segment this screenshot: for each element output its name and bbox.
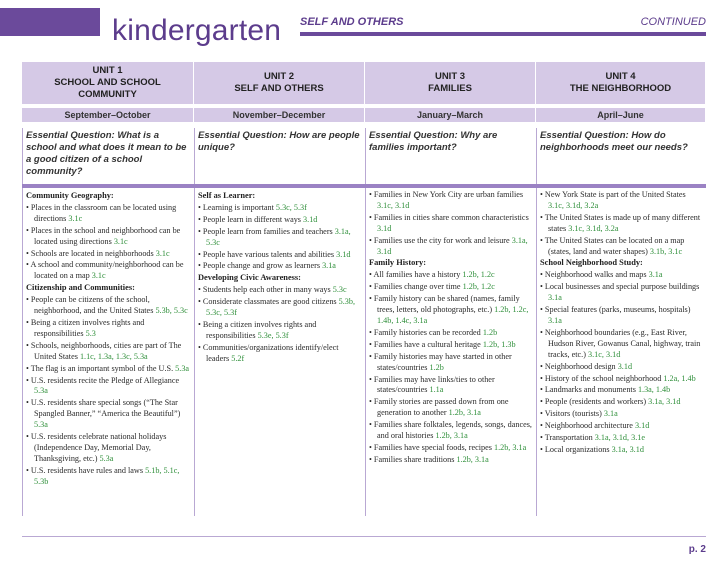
standard-code: 3.1a: [548, 315, 562, 325]
content-column-4: [536, 188, 706, 516]
subheading: Self as Learner:: [198, 191, 256, 200]
list-item: [369, 455, 532, 466]
section-label: SELF AND OTHERS: [300, 16, 404, 28]
content-column-1: [22, 188, 194, 516]
list-item: [369, 294, 532, 327]
standard-code: 3.1c: [113, 236, 128, 246]
unit-header-1: [22, 62, 194, 104]
item-text: The United States is made up of many different states: [544, 212, 701, 233]
standard-code: 1.2b, 1.2c: [462, 270, 495, 280]
standard-code: 5.3: [85, 328, 96, 338]
item-text: Family histories may have started in other states/countries: [373, 351, 512, 372]
standard-code: 3.1a: [603, 409, 618, 419]
list-item: [26, 376, 190, 398]
list-item: [26, 341, 190, 363]
item-text: Families have a cultural heritage: [373, 339, 481, 349]
list-item: [198, 343, 361, 365]
standard-code: 3.1a, 5.3c: [206, 226, 351, 247]
item-text: Students help each other in many ways: [202, 285, 331, 295]
list-item: [369, 375, 532, 397]
content-column-2: [194, 188, 365, 516]
list-item: [369, 282, 532, 293]
list-item: [369, 270, 532, 281]
standard-code: 1.2a, 1.4b: [663, 373, 696, 383]
standard-code: 5.3a: [34, 386, 48, 396]
subheading: Citizenship and Communities:: [26, 283, 135, 293]
subheading: Family History:: [369, 258, 426, 268]
item-text: Neighborhood design: [544, 361, 616, 371]
list-item: [198, 203, 361, 214]
standard-code: 3.1c, 3.1d: [588, 349, 621, 359]
continued-label: CONTINUED: [640, 16, 706, 28]
standard-code: 5.3a: [99, 453, 114, 463]
standard-code: 3.1c: [155, 248, 170, 258]
standard-code: 3.1a: [648, 270, 663, 280]
standard-code: 3.1d: [336, 249, 351, 259]
standard-code: 1.2b, 3.1a: [448, 408, 481, 418]
essential-question-4: Essential Question: How do neighborhoods meet our needs?: [536, 128, 706, 184]
list-item: [540, 409, 702, 420]
list-item: [26, 260, 190, 282]
unit-name-line2: COMMUNITY: [78, 89, 137, 100]
standard-code: 5.3b, 5.3c: [155, 306, 188, 316]
standard-code: 3.1a, 3.1d, 3.1e: [594, 433, 645, 443]
list-item: [369, 340, 532, 351]
item-text: Families have special foods, recipes: [373, 442, 492, 452]
page-title: kindergarten: [112, 14, 282, 47]
item-text: A school and community/neighborhood can be located on a map: [30, 260, 184, 281]
header-bar: [0, 8, 100, 36]
item-text: History of the school neighborhood: [544, 373, 662, 383]
list-item: [198, 250, 361, 261]
standard-code: 3.1b, 3.1c: [649, 246, 683, 256]
list-item: [198, 215, 361, 226]
item-text: Local businesses and special purpose buildings: [544, 282, 700, 292]
item-text: Being a citizen involves rights and responsibilities: [202, 319, 317, 340]
standard-code: 5.3c, 5.3f: [275, 202, 307, 212]
list-item: [26, 318, 190, 340]
months-unit-2: November–December: [194, 108, 365, 122]
list-item: [540, 305, 702, 327]
standard-code: 5.3e, 5.3f: [257, 330, 289, 340]
standard-code: 1.2b, 3.1a: [456, 454, 489, 464]
list-item: [540, 421, 702, 432]
list-item: [369, 213, 532, 235]
content-column-3: [365, 188, 536, 516]
list-item: [540, 385, 702, 396]
standard-code: 3.1c, 3.1d, 3.2a: [568, 223, 619, 233]
standard-code: 3.1a: [322, 261, 336, 271]
list-item: [540, 213, 702, 235]
list-item: [26, 398, 190, 431]
list-item: [198, 320, 361, 342]
item-text: Families use the city for work and leisure: [373, 235, 510, 245]
item-text: People can be citizens of the school, neighborhood, and the United States: [30, 295, 154, 316]
list-item: [198, 297, 361, 319]
standard-code: 5.3a: [34, 420, 48, 430]
item-text: Neighborhood boundaries (e.g., East River, Hudson River, Gowanus Canal, highway, train tracks, etc.): [544, 327, 701, 359]
item-text: Places in the school and neighborhood can be located using directions: [30, 225, 181, 246]
standard-code: 1.2b, 1.2c, 1.4b, 1.4c, 3.1a: [377, 305, 529, 325]
list-item: [198, 285, 361, 296]
item-text: U.S. residents have rules and laws: [30, 465, 144, 475]
standard-code: 1.2b, 1.2c: [462, 282, 495, 292]
item-text: Families change over time: [373, 282, 461, 292]
list-item: [26, 249, 190, 260]
item-text: Learning is important: [202, 202, 274, 212]
essential-question-1: Essential Question: What is a school and what does it mean to be a good citizen of a school community?: [22, 128, 194, 184]
item-text: People learn from families and teachers: [202, 226, 333, 236]
item-text: Communities/organizations identify/elect leaders: [202, 342, 339, 363]
item-text: Being a citizen involves rights and responsibilities: [30, 317, 145, 338]
standard-code: 5.2f: [231, 353, 245, 363]
item-text: Family histories can be recorded: [373, 327, 481, 337]
list-item: [26, 466, 190, 488]
unit-number: UNIT 4: [605, 71, 636, 82]
list-item: [369, 443, 532, 454]
list-item: [198, 227, 361, 249]
standard-code: 5.1b, 5.1c, 5.3b: [34, 465, 180, 486]
item-text: Schools are located in neighborhoods: [30, 248, 154, 258]
item-text: Family stories are passed down from one generation to another: [373, 397, 509, 418]
list-item: [540, 397, 702, 408]
item-text: U.S. residents celebrate national holidays (Independence Day, Memorial Day, Thanksgiving, etc.): [30, 432, 167, 463]
unit-number: UNIT 1: [92, 65, 123, 76]
item-text: Visitors (tourists): [544, 409, 602, 419]
standard-code: 1.2b, 3.1a: [493, 442, 527, 452]
subheading: Developing Civic Awareness:: [198, 273, 301, 283]
item-text: All families have a history: [373, 270, 461, 280]
standard-code: 1.1a: [429, 385, 444, 395]
list-item: [198, 261, 361, 272]
unit-name: SELF AND OTHERS: [234, 83, 324, 94]
list-item: [26, 432, 190, 465]
list-item: [540, 374, 702, 385]
unit-header-3: [365, 62, 536, 104]
list-item: [26, 295, 190, 317]
page-number: p. 2: [688, 544, 706, 555]
item-text: Neighborhood architecture: [544, 421, 633, 431]
list-item: [540, 445, 702, 456]
list-item: [540, 328, 702, 361]
months-unit-3: January–March: [365, 108, 536, 122]
item-text: U.S. residents share special songs (“The Star Spangled Banner,” “America the Beautiful”): [30, 398, 181, 419]
item-text: People have various talents and abilities: [202, 249, 335, 259]
item-text: Neighborhood walks and maps: [544, 270, 647, 280]
standard-code: 1.3a, 1.4b: [637, 385, 671, 395]
item-text: Considerate classmates are good citizens: [202, 297, 337, 307]
list-item: [26, 364, 190, 375]
list-item: [369, 352, 532, 374]
standard-code: 3.1d: [377, 223, 392, 233]
unit-number: UNIT 2: [263, 71, 295, 82]
item-text: The flag is an important symbol of the U.S.: [30, 363, 174, 373]
list-item: [26, 203, 190, 225]
list-item: [540, 362, 702, 373]
standard-code: 1.2b: [429, 362, 444, 372]
essential-question-2: Essential Question: How are people unique?: [194, 128, 365, 184]
unit-name: THE NEIGHBORHOOD: [569, 83, 672, 94]
standard-code: 5.3a: [175, 363, 190, 373]
item-text: Families share folktales, legends, songs, dances, and oral histories: [373, 420, 532, 441]
item-text: Families in cities share common characteristics: [373, 212, 529, 222]
item-text: U.S. residents recite the Pledge of Allegiance: [30, 375, 180, 385]
subheading: Community Geography:: [26, 191, 114, 200]
standard-code: 3.1a, 3.1d: [611, 444, 644, 454]
item-text: People change and grow as learners: [202, 261, 321, 271]
list-item: [369, 420, 532, 442]
item-text: Landmarks and monuments: [544, 385, 636, 395]
item-text: Families share traditions: [373, 454, 455, 464]
standard-code: 3.1d: [303, 214, 318, 224]
item-text: Families may have links/ties to other states/countries: [373, 374, 495, 395]
standard-code: 3.1c: [68, 213, 83, 223]
standard-code: 3.1c, 3.1d: [377, 200, 410, 210]
item-text: People learn in different ways: [202, 214, 301, 224]
list-item: [369, 328, 532, 339]
unit-name: FAMILIES: [428, 83, 472, 94]
item-text: Local organizations: [544, 444, 610, 454]
standard-code: 3.1a, 3.1d: [377, 235, 528, 256]
unit-number: UNIT 3: [434, 71, 466, 82]
standard-code: 5.3b, 5.3c, 5.3f: [206, 297, 356, 318]
standard-code: 1.2b, 1.3b: [482, 339, 516, 349]
standard-code: 3.1d: [617, 361, 633, 371]
curriculum-grid: [22, 62, 706, 516]
list-item: [369, 236, 532, 258]
list-item: [369, 397, 532, 419]
item-text: New York State is part of the United States: [544, 190, 686, 199]
standard-code: 3.1a, 3.1d: [648, 397, 681, 407]
unit-header-4: [536, 62, 706, 104]
standard-code: 1.1c, 1.3a, 1.3c, 5.3a: [79, 351, 148, 361]
months-unit-4: April–June: [536, 108, 706, 122]
list-item: [369, 190, 532, 212]
item-text: The United States can be located on a map (states, land and water shapes): [544, 235, 685, 256]
list-item: [540, 282, 702, 304]
item-text: Special features (parks, museums, hospitals): [544, 305, 691, 315]
item-text: Families in New York City are urban families: [373, 190, 524, 199]
list-item: [540, 190, 702, 212]
item-text: Family history can be shared (names, family trees, letters, old photographs, etc.): [373, 294, 520, 315]
subheading: School Neighborhood Study:: [540, 258, 643, 268]
item-text: Schools, neighborhoods, cities are part of The United States: [30, 340, 182, 361]
essential-question-3: Essential Question: Why are families important?: [365, 128, 536, 184]
months-unit-1: September–October: [22, 108, 194, 122]
unit-header-2: [194, 62, 365, 104]
list-item: [26, 226, 190, 248]
top-rule: [300, 32, 706, 36]
standard-code: 1.2b, 3.1a: [435, 431, 468, 441]
standard-code: 3.1c, 3.1d, 3.2a: [548, 200, 599, 210]
bottom-rule: [22, 536, 706, 537]
unit-name: SCHOOL AND SCHOOL: [54, 77, 161, 88]
list-item: [540, 236, 702, 258]
list-item: [540, 433, 702, 444]
standard-code: 3.1a: [548, 293, 562, 303]
standard-code: 5.3c: [332, 285, 347, 295]
item-text: People (residents and workers): [544, 397, 647, 407]
item-text: Places in the classroom can be located using directions: [30, 202, 177, 223]
list-item: [540, 270, 702, 281]
item-text: Transportation: [544, 433, 593, 443]
standard-code: 3.1d: [634, 421, 650, 431]
standard-code: 3.1c: [91, 271, 106, 281]
standard-code: 1.2b: [482, 327, 498, 337]
